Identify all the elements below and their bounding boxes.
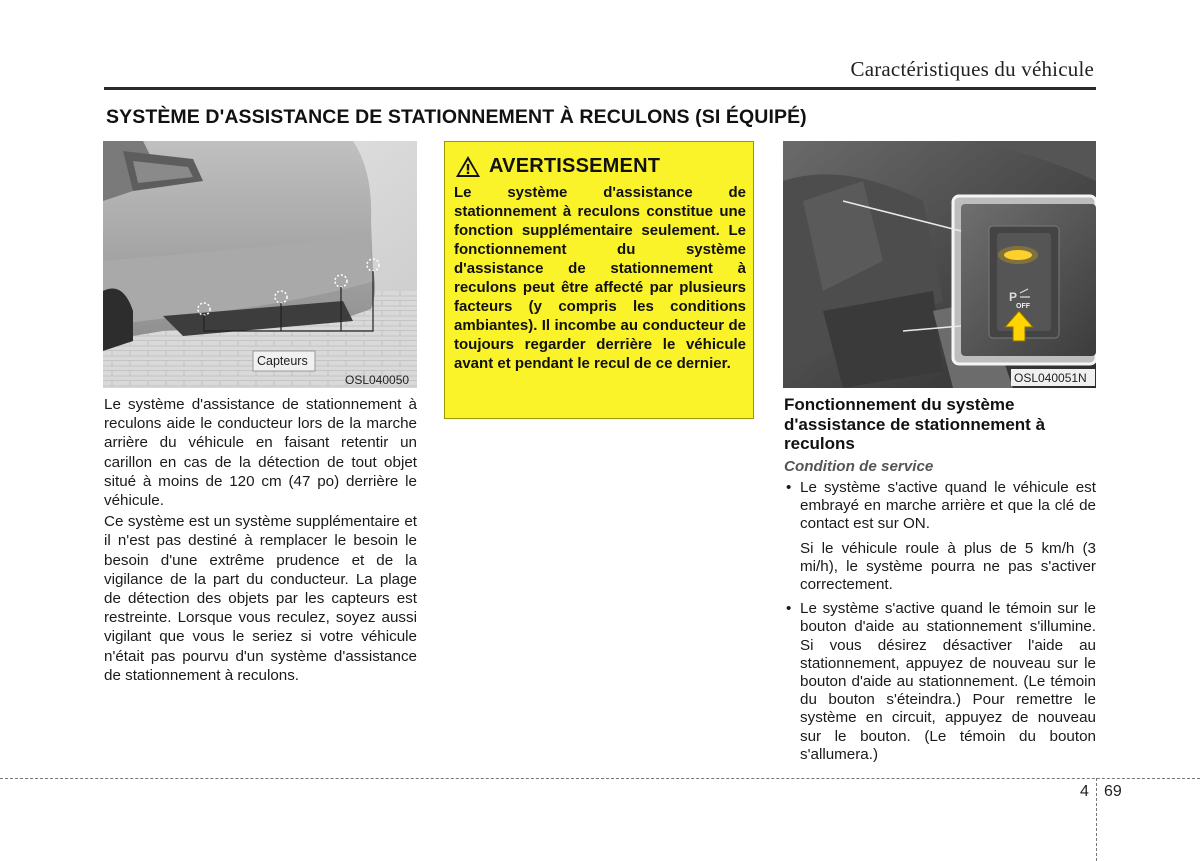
warning-title: AVERTISSEMENT (489, 154, 661, 177)
warning-header (455, 154, 660, 178)
warning-text: Le système d'assistance de stationnement à reculons constitue une fonction supplémentaire seulement. Le fonctionnement du système d'assistance de stationnement à reculons peut être affecté par plusieurs facteurs (y compris les conditions ambiantes). Il incombe au conducteur de toujours regarder derrière le véhicule avant et pendant le recul de ce dernier. (454, 184, 746, 372)
warning-triangle-icon (455, 155, 481, 178)
bullet-icon: • (786, 479, 792, 496)
intro-paragraph: Le système d'assistance de stationnement à reculons aide le conducteur lors de la marche arrière du véhicule en faisant retentir un carillon en cas de la détection de tout objet situé à moins de 120 cm (47 po) derrière le véhicule. (104, 396, 417, 510)
list-item (784, 600, 1096, 764)
off-button-text: OFF (1016, 303, 1030, 310)
page-number: 69 (1104, 783, 1122, 800)
header-rule (104, 87, 1096, 90)
chapter-number: 4 (1080, 783, 1089, 800)
condition-label: Condition de service (784, 458, 934, 475)
sensors-label: Capteurs (257, 354, 308, 368)
chapter-title: Caractéristiques du véhicule (850, 57, 1094, 81)
left-text-column (104, 395, 417, 685)
svg-text:P: P (1009, 290, 1018, 304)
dashboard-button-photo (783, 141, 1096, 388)
rear-bumper-illustration (103, 141, 417, 388)
footer-divider (1096, 778, 1097, 861)
warning-box (444, 141, 754, 419)
section-title: SYSTÈME D'ASSISTANCE DE STATIONNEMENT À RECULONS (SI ÉQUIPÉ) (106, 106, 807, 128)
condition-list (784, 479, 1096, 764)
operation-subheading: Fonctionnement du système d'assistance de stationnement à reculons (784, 395, 1046, 453)
image-code-left: OSL040050 (345, 373, 410, 387)
list-item (784, 479, 1096, 534)
bullet-1-note: Si le véhicule roule à plus de 5 km/h (3 mi/h), le système pourra ne pas s'activer correctement. (800, 539, 1096, 594)
footer-rule (0, 778, 1200, 779)
bullet-text-1: Le système s'active quand le véhicule est embrayé en marche arrière et que la clé de contact est sur ON. (800, 479, 1096, 533)
bullet-text-2: Le système s'active quand le témoin sur le bouton d'aide au stationnement s'illumine. Si vous désirez désactiver l'aide au stationnement, appuyez de nouveau sur le bouton d'aide au stationnement. (Le témoin du bouton s'éteindra.) Pour remettre le système en circuit, appuyez de nouveau sur le bouton. (Le témoin du bouton s'allumera.) (800, 600, 1096, 763)
image-code-right: OSL040051N (1014, 371, 1087, 385)
caution-paragraph: Ce système est un système supplémentaire et il n'est pas destiné à remplacer le besoin le besoin d'une extrême prudence et de la vigilance de la part du conducteur. La plage de détection des objets par les capteurs est restreinte. Lorsque vous reculez, soyez aussi vigilant que vous le seriez si votre véhicule n'était pas pourvu d'un système d'assistance de stationnement à reculons. (104, 513, 417, 684)
dashboard-illustration (783, 141, 1096, 388)
rear-bumper-photo (103, 141, 417, 388)
bullet-icon: • (786, 600, 792, 618)
